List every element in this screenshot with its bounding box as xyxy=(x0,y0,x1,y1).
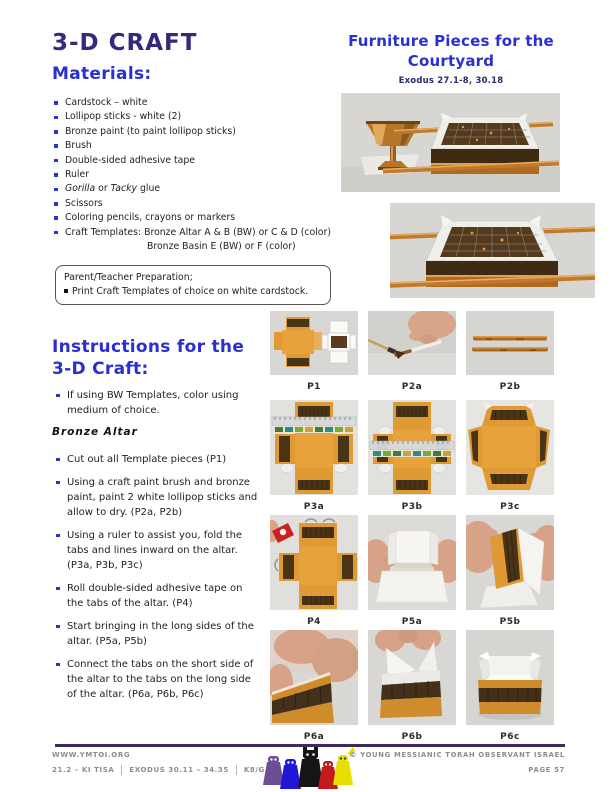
instructions-heading-line2: 3-D Craft: xyxy=(52,359,149,379)
photo-label: P6b xyxy=(401,732,423,742)
photo-cell-p6b xyxy=(368,630,456,742)
photo-cell-p3c xyxy=(466,400,554,512)
photo-p3a xyxy=(270,400,358,495)
photo-label: P1 xyxy=(307,382,321,392)
instructions-intro-list xyxy=(54,388,258,426)
photo-cell-p3a xyxy=(270,400,358,512)
parent-teacher-box xyxy=(55,265,331,305)
photo-label: P2a xyxy=(401,382,423,392)
material-item: Coloring pencils, crayons or markers xyxy=(54,211,331,225)
instruction-item: Using a craft paint brush and bronze paint, paint 2 white lollipop sticks and allow to dry. (P2a, P2b) xyxy=(54,475,258,520)
photo-cell-p5b xyxy=(466,515,554,627)
templates-line1: Craft Templates: Bronze Altar A & B (BW) or C & D (color) xyxy=(65,226,331,238)
photo-label: P5a xyxy=(401,617,423,627)
photo-finished-basin-and-altar xyxy=(341,93,560,192)
photo-cell-p4 xyxy=(270,515,358,627)
photo-label: P3b xyxy=(401,502,423,512)
page-title: 3-D CRAFT xyxy=(52,30,198,56)
photo-cell-p5a xyxy=(368,515,456,627)
glue-brand2: Tacky xyxy=(110,183,137,195)
photo-p4 xyxy=(270,515,358,610)
photo-p6a xyxy=(270,630,358,725)
photo-p1 xyxy=(270,311,358,375)
footer-left xyxy=(52,751,265,775)
photo-label: P2b xyxy=(499,382,521,392)
material-item: Brush xyxy=(54,139,331,153)
materials-list xyxy=(54,96,331,254)
footer-scripture-range: EXODUS 30.11 – 34.35 xyxy=(129,766,229,774)
lesson-title-line2: Courtyard xyxy=(407,52,495,70)
material-item: Bronze paint (to paint lollipop sticks) xyxy=(54,125,331,139)
photo-grid-row-4 xyxy=(270,630,554,742)
photo-p2a xyxy=(368,311,456,375)
footer-level: K8/G xyxy=(243,766,265,774)
footer-page-number: PAGE 57 xyxy=(528,766,565,774)
materials-heading: Materials: xyxy=(52,64,152,84)
photo-cell-p6c xyxy=(466,630,554,742)
photo-p3c xyxy=(466,400,554,495)
glue-brand1: Gorilla xyxy=(65,183,96,195)
photo-cell-p2b xyxy=(466,311,554,392)
prep-title: Parent/Teacher Preparation; xyxy=(64,272,193,283)
photo-cell-p1 xyxy=(270,311,358,392)
instruction-item: Cut out all Template pieces (P1) xyxy=(54,452,258,467)
ymtoi-logo xyxy=(262,747,357,792)
photo-p6b xyxy=(368,630,456,725)
photo-cell-p3b xyxy=(368,400,456,512)
photo-p6c xyxy=(466,630,554,725)
footer-website[interactable]: WWW.YMTOI.ORG xyxy=(52,751,131,759)
photo-p2b xyxy=(466,311,554,375)
templates-line2: Bronze Basin E (BW) or F (color) xyxy=(147,241,296,253)
lesson-title xyxy=(338,31,564,71)
photo-cell-p6a xyxy=(270,630,358,742)
photo-label: P6a xyxy=(303,732,325,742)
glue-rest: glue xyxy=(137,183,161,195)
footer-separator xyxy=(121,765,122,775)
footer-right xyxy=(350,751,565,774)
material-item-templates xyxy=(54,226,331,255)
photo-cell-p2a xyxy=(368,311,456,392)
photo-p5b xyxy=(466,515,554,610)
photo-label: P5b xyxy=(499,617,521,627)
lesson-title-line1: Furniture Pieces for the xyxy=(348,32,554,50)
footer-lesson-code: 21.2 – KI TISA xyxy=(52,766,115,774)
photo-finished-altar xyxy=(390,203,595,298)
photo-label: P3c xyxy=(500,502,520,512)
material-item: Scissors xyxy=(54,197,331,211)
instruction-item: Roll double-sided adhesive tape on the tabs of the altar. (P4) xyxy=(54,581,258,611)
photo-label: P4 xyxy=(307,617,321,627)
footer-copyright: © YOUNG MESSIANIC TORAH OBSERVANT ISRAEL xyxy=(349,751,565,759)
photo-p5a xyxy=(368,515,456,610)
material-item: Lollipop sticks - white (2) xyxy=(54,110,331,124)
ymtoi-logo-icon xyxy=(262,747,357,791)
prep-item: Print Craft Templates of choice on white cardstock. xyxy=(64,285,322,299)
footer-separator xyxy=(236,765,237,775)
scripture-reference: Exodus 27.1-8, 30.18 xyxy=(398,76,504,86)
photo-label: P3a xyxy=(303,502,325,512)
instructions-heading-line1: Instructions for the xyxy=(52,337,245,357)
material-item: Double-sided adhesive tape xyxy=(54,154,331,168)
instructions-list xyxy=(54,452,258,710)
material-item-glue xyxy=(54,182,331,196)
glue-middle: or xyxy=(95,183,111,195)
material-item: Ruler xyxy=(54,168,331,182)
photo-p3b xyxy=(368,400,456,495)
instructions-heading xyxy=(52,336,244,380)
photo-label: P6c xyxy=(500,732,520,742)
instruction-item: Connect the tabs on the short side of the altar to the tabs on the long side of the altar. (P6a, P6b, P6c) xyxy=(54,657,258,702)
photo-grid-row-1 xyxy=(270,311,554,392)
photo-grid-row-2 xyxy=(270,400,554,512)
material-item: Cardstock – white xyxy=(54,96,331,110)
instruction-item: If using BW Templates, color using medium of choice. xyxy=(54,388,258,418)
instruction-item: Using a ruler to assist you, fold the tabs and lines inward on the altar. (P3a, P3b, P3c) xyxy=(54,528,258,573)
photo-grid-row-3 xyxy=(270,515,554,627)
instruction-item: Start bringing in the long sides of the altar. (P5a, P5b) xyxy=(54,619,258,649)
bronze-altar-subheading: Bronze Altar xyxy=(52,426,138,438)
